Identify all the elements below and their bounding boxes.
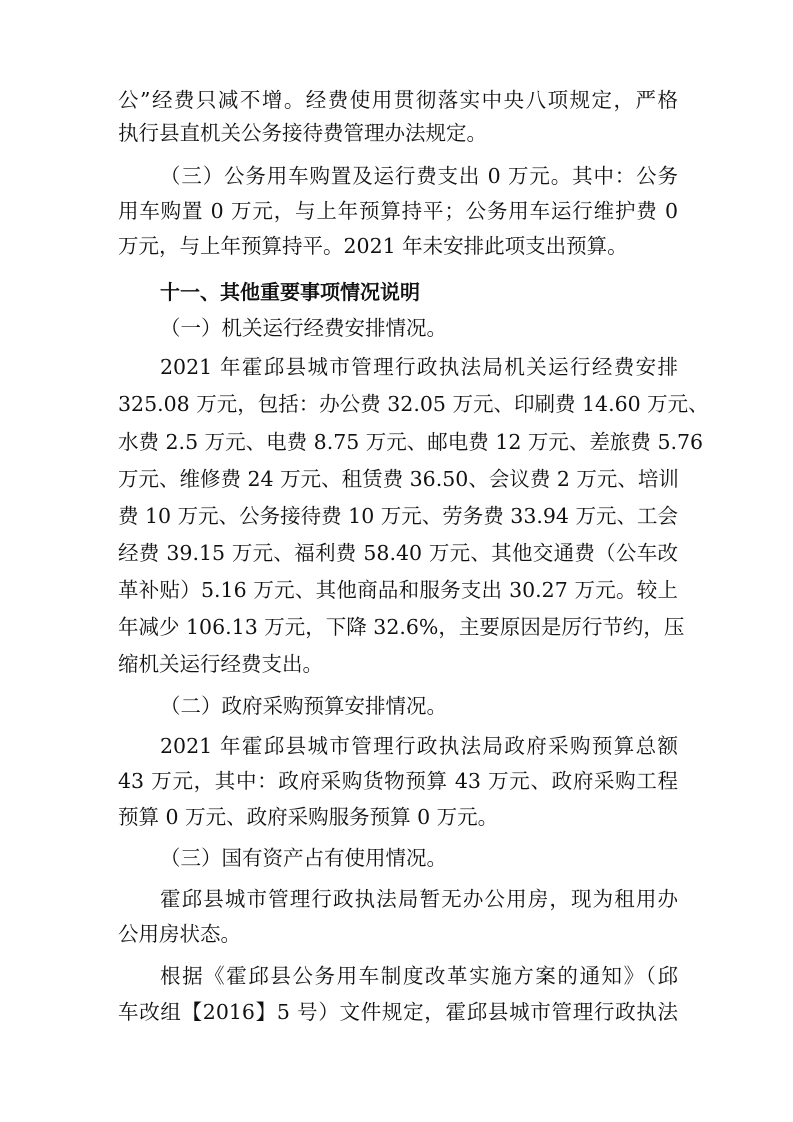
paragraph-continued-line: 执行县直机关公务接待费管理办法规定。 [118, 121, 487, 145]
paragraph-line: 缩机关运行经费支出。 [118, 652, 323, 676]
paragraph-line: 霍邱县城市管理行政执法局暂无办公用房，现为租用办 [160, 887, 678, 911]
subsection-title: （一）机关运行经费安排情况。 [160, 316, 447, 340]
paragraph-line: 万元、维修费 24 万元、租赁费 36.50、会议费 2 万元、培训 [118, 467, 679, 491]
paragraph-continued-line: 公”经费只减不增。经费使用贯彻落实中央八项规定，严格 [118, 88, 678, 112]
subsection-title: （二）政府采购预算安排情况。 [160, 694, 447, 718]
section-heading: 十一、其他重要事项情况说明 [160, 280, 420, 304]
paragraph-line: 水费 2.5 万元、电费 8.75 万元、邮电费 12 万元、差旅费 5.76 [118, 430, 704, 454]
paragraph-line: 43 万元，其中：政府采购货物预算 43 万元、政府采购工程 [118, 769, 678, 793]
paragraph-line: 根据《霍邱县公务用车制度改革实施方案的通知》（邱 [160, 964, 678, 988]
subsection-title: （三）国有资产占有使用情况。 [160, 846, 447, 870]
paragraph-line: 2021 年霍邱县城市管理行政执法局机关运行经费安排 [160, 355, 678, 379]
paragraph-line: 费 10 万元、公务接待费 10 万元、劳务费 33.94 万元、工会 [118, 504, 678, 528]
paragraph-line: 车改组【2016】5 号）文件规定，霍邱县城市管理行政执法 [118, 1000, 678, 1024]
paragraph-line: 经费 39.15 万元、福利费 58.40 万元、其他交通费（公车改 [118, 541, 678, 565]
paragraph-line: 预算 0 万元、政府采购服务预算 0 万元。 [118, 805, 499, 829]
paragraph-line: （三）公务用车购置及运行费支出 0 万元。其中：公务 [160, 164, 678, 188]
paragraph-line: 325.08 万元，包括：办公费 32.05 万元、印刷费 14.60 万元、 [118, 392, 709, 416]
paragraph-line: 万元，与上年预算持平。2021 年未安排此项支出预算。 [118, 234, 628, 258]
paragraph-line: 革补贴）5.16 万元、其他商品和服务支出 30.27 万元。较上 [118, 578, 678, 602]
paragraph-line: 年减少 106.13 万元，下降 32.6%，主要原因是厉行节约，压 [118, 615, 685, 639]
paragraph-line: 公用房状态。 [118, 922, 241, 946]
paragraph-line: 2021 年霍邱县城市管理行政执法局政府采购预算总额 [160, 734, 678, 758]
paragraph-line: 用车购置 0 万元，与上年预算持平；公务用车运行维护费 0 [118, 199, 678, 223]
